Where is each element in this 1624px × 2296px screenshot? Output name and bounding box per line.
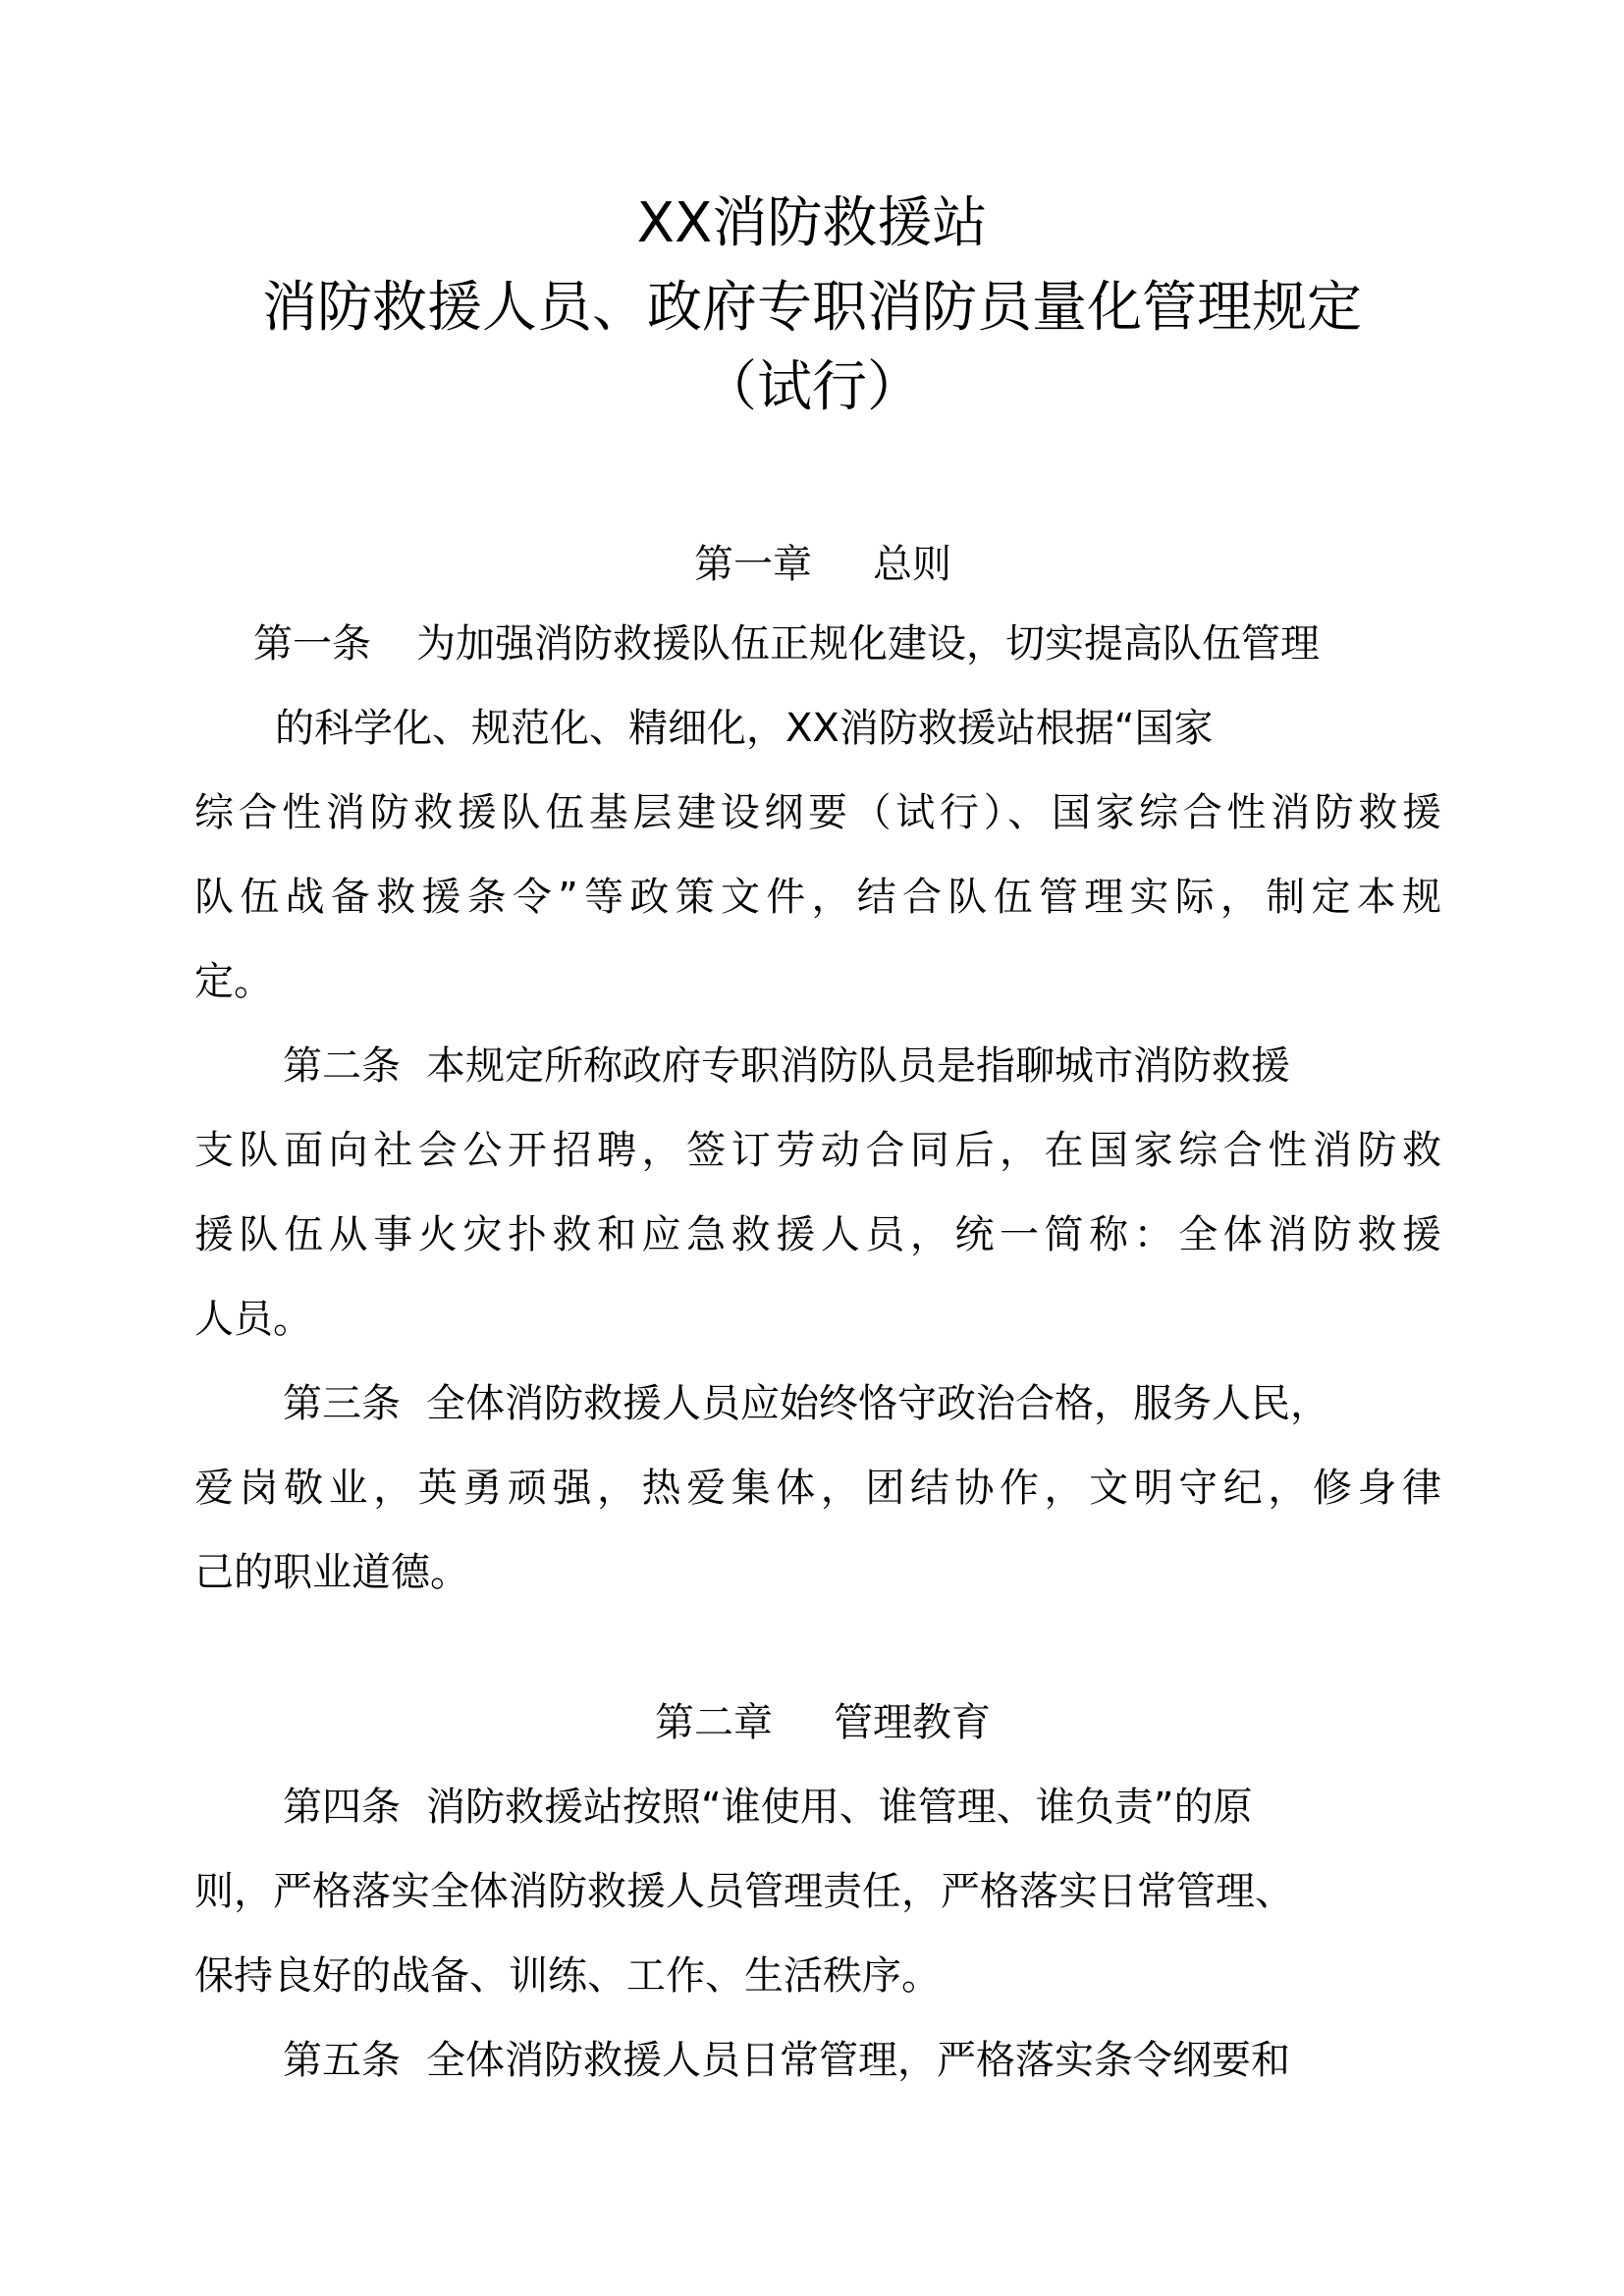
- article-2-line-1: 第二条 本规定所称政府专职消防队员是指聊城市消防救援: [283, 1043, 1290, 1089]
- article-2-line-4: 人员。: [194, 1297, 312, 1342]
- article-1-line-2: 的科学化、规范化、精细化，XX消防救援站根据“国家: [275, 706, 1214, 751]
- article-2-line-2: 支队面向社会公开招聘，签订劳动合同后，在国家综合性消防救: [194, 1128, 1441, 1173]
- article-4-line-1: 第四条 消防救援站按照“谁使用、谁管理、谁负责”的原: [283, 1785, 1253, 1830]
- article-1-line-1: 第一条 为加强消防救援队伍正规化建设，切实提高队伍管理: [253, 621, 1320, 667]
- article-1-line-4: 队伍战备救援条令”等政策文件，结合队伍管理实际，制定本规: [194, 875, 1441, 920]
- title-regulation: 消防救援人员、政府专职消防员量化管理规定: [262, 276, 1362, 340]
- article-4-line-3: 保持良好的战备、训练、工作、生活秩序。: [194, 1953, 941, 1999]
- article-5-line-1: 第五条 全体消防救援人员日常管理，严格落实条令纲要和: [283, 2038, 1290, 2083]
- chapter-1-name: 总则: [873, 542, 951, 587]
- chapter-1-number: 第一章: [694, 542, 812, 587]
- article-5-number: 第五条: [283, 2038, 401, 2083]
- chapter-1-heading: [0, 541, 1624, 588]
- article-3-line-3: 己的职业道德。: [194, 1550, 469, 1595]
- chapter-2-heading: [0, 1699, 1624, 1746]
- article-2-number: 第二条: [283, 1043, 401, 1089]
- title-station: XX消防救援站: [636, 191, 988, 255]
- article-3-line-2: 爱岗敬业，英勇顽强，热爱集体，团结协作，文明守纪，修身律: [194, 1466, 1441, 1511]
- article-2-line-3: 援队伍从事火灾扑救和应急救援人员，统一简称：全体消防救援: [194, 1212, 1441, 1257]
- article-4-line-2: 则，严格落实全体消防救援人员管理责任，严格落实日常管理、: [194, 1869, 1294, 1914]
- article-4-number: 第四条: [283, 1785, 401, 1830]
- article-3-line-1: 第三条 全体消防救援人员应始终恪守政治合格，服务人民，: [283, 1381, 1329, 1426]
- article-1-line-3: 综合性消防救援队伍基层建设纲要（试行）、国家综合性消防救援: [194, 790, 1441, 835]
- title-trial: （试行）: [702, 355, 922, 419]
- article-1-line-5: 定。: [194, 959, 273, 1004]
- article-3-number: 第三条: [283, 1381, 401, 1426]
- chapter-2-name: 管理教育: [834, 1700, 991, 1745]
- article-1-number: 第一条: [253, 621, 371, 667]
- chapter-2-number: 第二章: [655, 1700, 773, 1745]
